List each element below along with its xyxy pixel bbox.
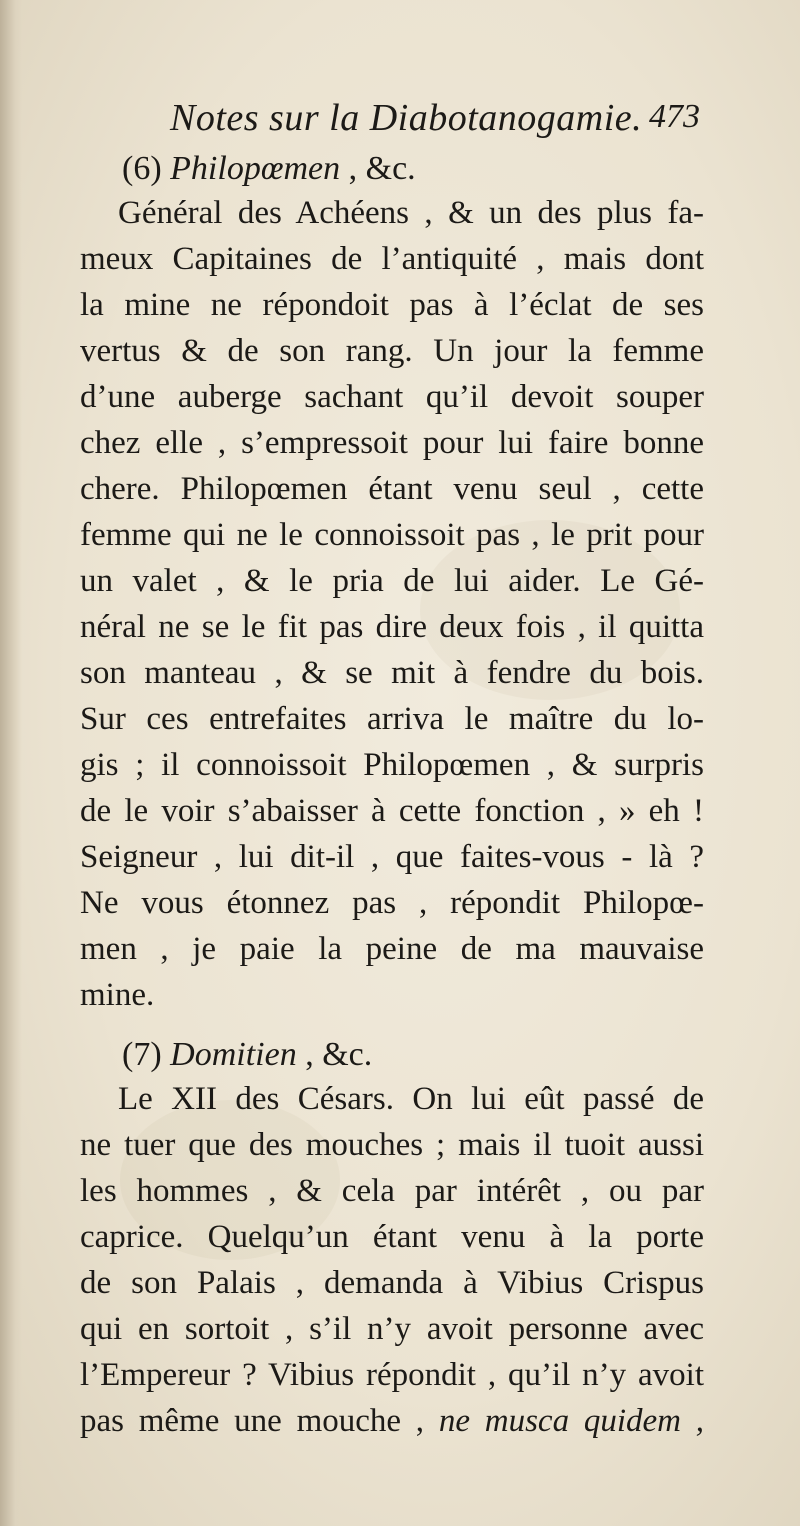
text-line: un valet , & le pria de lui aider. Le Gé- [80,563,704,599]
text-line: mine. [80,977,155,1013]
note-name: Domitien [170,1036,297,1073]
text-line: men , je paie la peine de ma mauvaise [80,931,704,967]
text-line-start: pas même une mouche , [80,1403,425,1439]
note-name: Philopœmen [170,150,341,187]
text-line: son manteau , & se mit à fendre du bois. [80,655,704,691]
latin-phrase: ne musca quidem , [438,1403,705,1439]
text-line: Le XII des Césars. On lui eût passé de [118,1081,704,1117]
text-line: chere. Philopœmen étant venu seul , cette [80,471,704,507]
text-line: femme qui ne le connoissoit pas , le prit pour [80,517,704,553]
text-line: de le voir s’abaisser à cette fonction , » eh ! [80,793,704,829]
text-line: caprice. Quelqu’un étant venu à la porte [80,1219,704,1255]
text-line: meux Capitaines de l’antiquité , mais dont [80,241,704,277]
page-number: 473 [649,98,700,135]
text-line: Ne vous étonnez pas , répondit Philopœ- [80,885,704,921]
note-number: (7) [122,1036,162,1073]
page-binding-edge [0,0,22,1526]
text-line: Sur ces entrefaites arriva le maître du lo- [80,701,704,737]
text-line: chez elle , s’empressoit pour lui faire bonne [80,425,704,461]
text-line: l’Empereur ? Vibius répondit , qu’il n’y avoit [80,1357,704,1393]
text-line: Général des Achéens , & un des plus fa- [118,195,704,231]
note-heading-6 [122,150,416,188]
text-line: la mine ne répondoit pas à l’éclat de ses [80,287,704,323]
text-line: de son Palais , demanda à Vibius Crispus [80,1265,704,1301]
running-title: Notes sur la Diabotanogamie. [170,97,643,139]
text-line: d’une auberge sachant qu’il devoit souper [80,379,704,415]
note-number: (6) [122,150,162,187]
text-line: les hommes , & cela par intérêt , ou par [80,1173,704,1209]
text-line: qui en sortoit , s’il n’y avoit personne avec [80,1311,704,1347]
text-line: gis ; il connoissoit Philopœmen , & surpris [80,747,704,783]
text-line: vertus & de son rang. Un jour la femme [80,333,704,369]
running-head [170,96,700,142]
text-line: néral ne se le fit pas dire deux fois , il quitta [80,609,704,645]
text-line: Seigneur , lui dit-il , que faites-vous - là ? [80,839,704,875]
note-heading-7 [122,1036,372,1074]
text-line: ne tuer que des mouches ; mais il tuoit aussi [80,1127,704,1163]
note-suffix: , &c. [305,1036,373,1073]
text-line-final [80,1398,704,1444]
note-suffix: , &c. [348,150,416,187]
